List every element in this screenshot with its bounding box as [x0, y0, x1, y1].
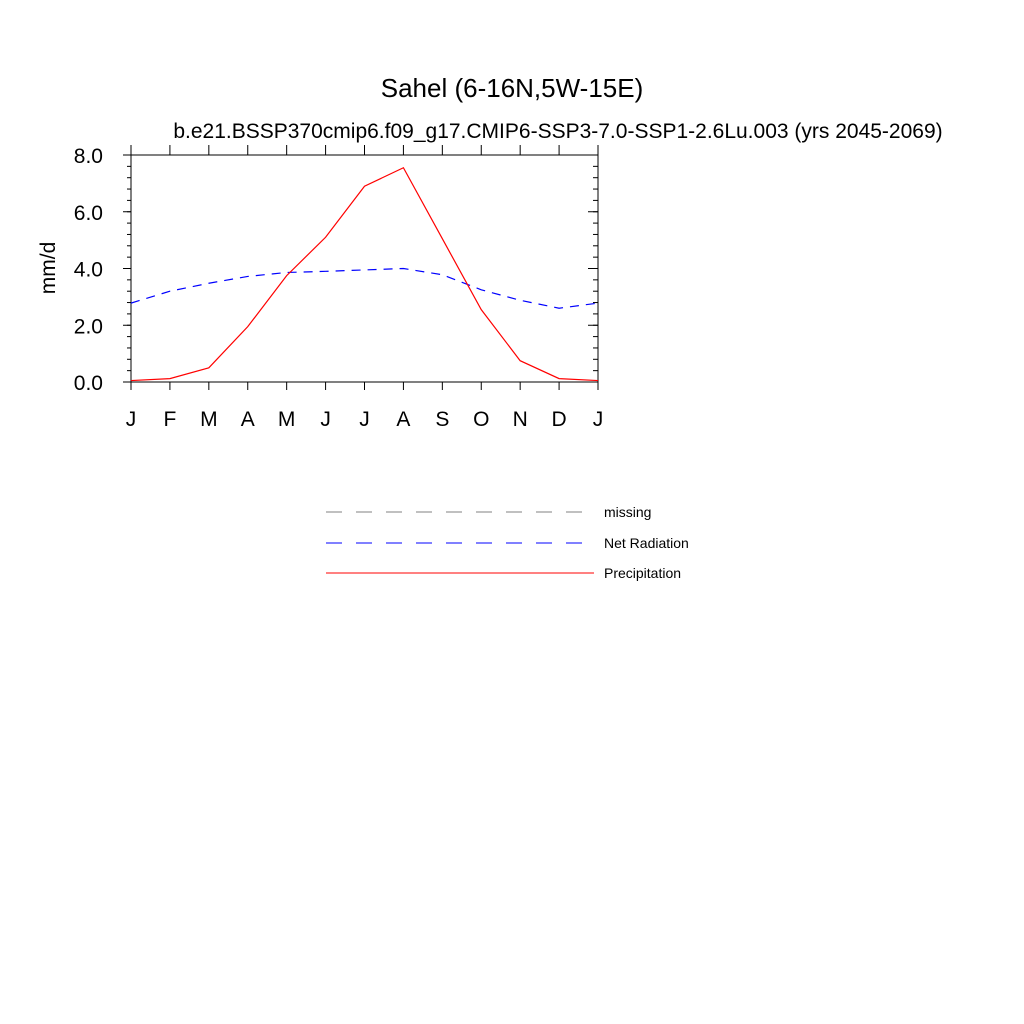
y-tick-label: 6.0: [73, 201, 103, 225]
x-tick-label: M: [277, 408, 296, 431]
chart-subtitle: b.e21.BSSP370cmip6.f09_g17.CMIP6-SSP3-7.0-SSP1-2.6Lu.003 (yrs 2045-2069): [173, 120, 943, 143]
x-tick-label: J: [359, 408, 370, 431]
x-tick-labels: [126, 408, 604, 431]
x-tick-label: A: [240, 408, 255, 431]
plot-frame: [131, 155, 598, 382]
y-axis-label: mm/d: [37, 241, 60, 295]
x-tick-label: D: [551, 408, 567, 431]
y-tick-labels: [74, 145, 103, 395]
legend-label: missing: [604, 504, 652, 520]
x-tick-label: O: [473, 408, 490, 431]
y-tick-label: 4.0: [73, 258, 103, 282]
y-tick-label: 8.0: [73, 145, 103, 168]
legend: [326, 504, 689, 581]
x-tick-label: F: [163, 408, 177, 431]
x-tick-label: J: [125, 408, 137, 431]
x-tick-label: J: [320, 408, 331, 431]
axis-ticks: [123, 145, 598, 390]
legend-label: Net Radiation: [604, 535, 689, 551]
series-line-precipitation: [131, 168, 598, 381]
y-tick-label: 2.0: [73, 315, 103, 339]
legend-label: Precipitation: [604, 565, 682, 581]
series-line-net-radiation: [131, 269, 598, 309]
x-tick-label: M: [200, 408, 218, 431]
chart-title: Sahel (6-16N,5W-15E): [380, 73, 644, 103]
x-tick-label: A: [396, 408, 411, 431]
x-tick-label: N: [512, 408, 528, 431]
x-tick-label: S: [435, 408, 450, 431]
series-layer: [131, 168, 598, 381]
y-tick-label: 0.0: [73, 372, 103, 395]
x-tick-label: J: [592, 408, 604, 431]
